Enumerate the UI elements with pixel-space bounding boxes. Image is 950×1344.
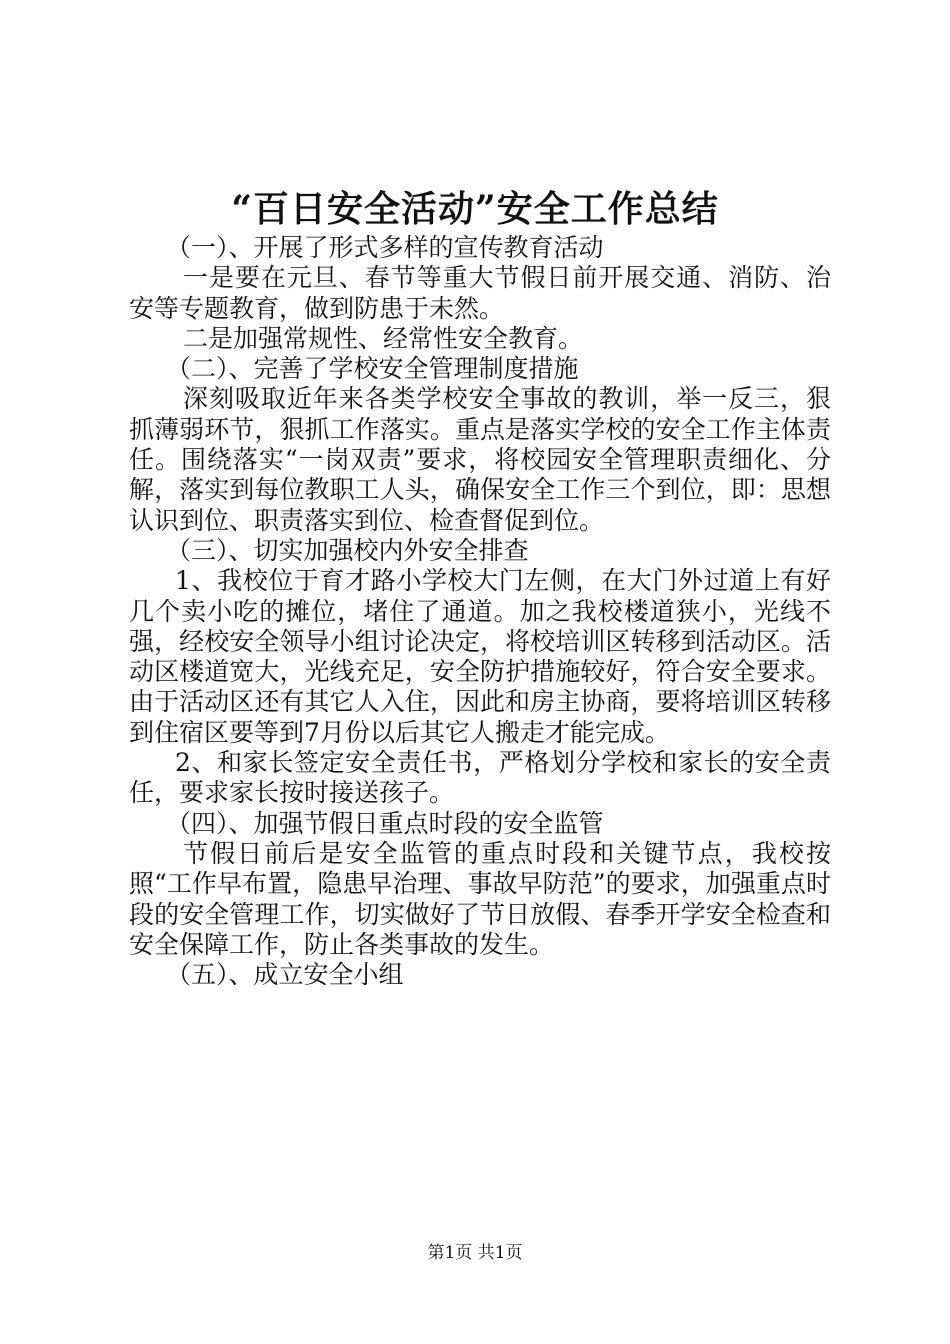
section-heading-4: （四）、加强节假日重点时段的安全监管 (166, 808, 604, 838)
page-footer: 第1页 共1页 (427, 1243, 523, 1263)
paragraph: 节假日前后是安全监管的重点时段和关键节点，我校按照“工作早布置，隐患早治理、事故早防范”的要求，加强重点时段的安全管理工作，切实做好了节日放假、春季开学安全检查和安全保障工作，防止各类事故的发生。 (129, 838, 831, 959)
section-heading-1: （一）、开展了形式多样的宣传教育活动 (166, 233, 604, 262)
section-heading-2: （二）、完善了学校安全管理制度措施 (166, 354, 579, 384)
numbered-paragraph: 1、我校位于育才路小学校大门左侧，在大门外过道上有好几个卖小吃的摊位，堵住了通道。加之我校楼道狭小，光线不强，经校安全领导小组讨论决定，将校培训区转移到活动区。活动区楼道宽大，光线充足，安全防护措施较好，符合安全要求。由于活动区还有其它人入住，因此和房主协商，要将培训区转移到住宿区要等到7月份以后其它人搬走才能完成。 (129, 566, 831, 747)
document-body (129, 233, 831, 990)
paragraph: 二是加强常规性、经常性安全教育。 (183, 323, 584, 353)
paragraph: 一是要在元旦、春节等重大节假日前开展交通、消防、治安等专题教育，做到防患于未然。 (129, 263, 831, 323)
section-heading-5: （五）、成立安全小组 (166, 960, 404, 990)
paragraph: 深刻吸取近年来各类学校安全事故的教训，举一反三，狠抓薄弱环节，狠抓工作落实。重点是落实学校的安全工作主体责任。围绕落实“一岗双责”要求，将校园安全管理职责细化、分解，落实到每位教职工人头，确保安全工作三个到位，即：思想认识到位、职责落实到位、检查督促到位。 (129, 384, 831, 535)
document-title: “百日安全活动”安全工作总结 (231, 188, 719, 230)
numbered-paragraph: 2、和家长签定安全责任书，严格划分学校和家长的安全责任，要求家长按时接送孩子。 (129, 748, 831, 808)
section-heading-3: （三）、切实加强校内外安全排查 (166, 535, 529, 565)
